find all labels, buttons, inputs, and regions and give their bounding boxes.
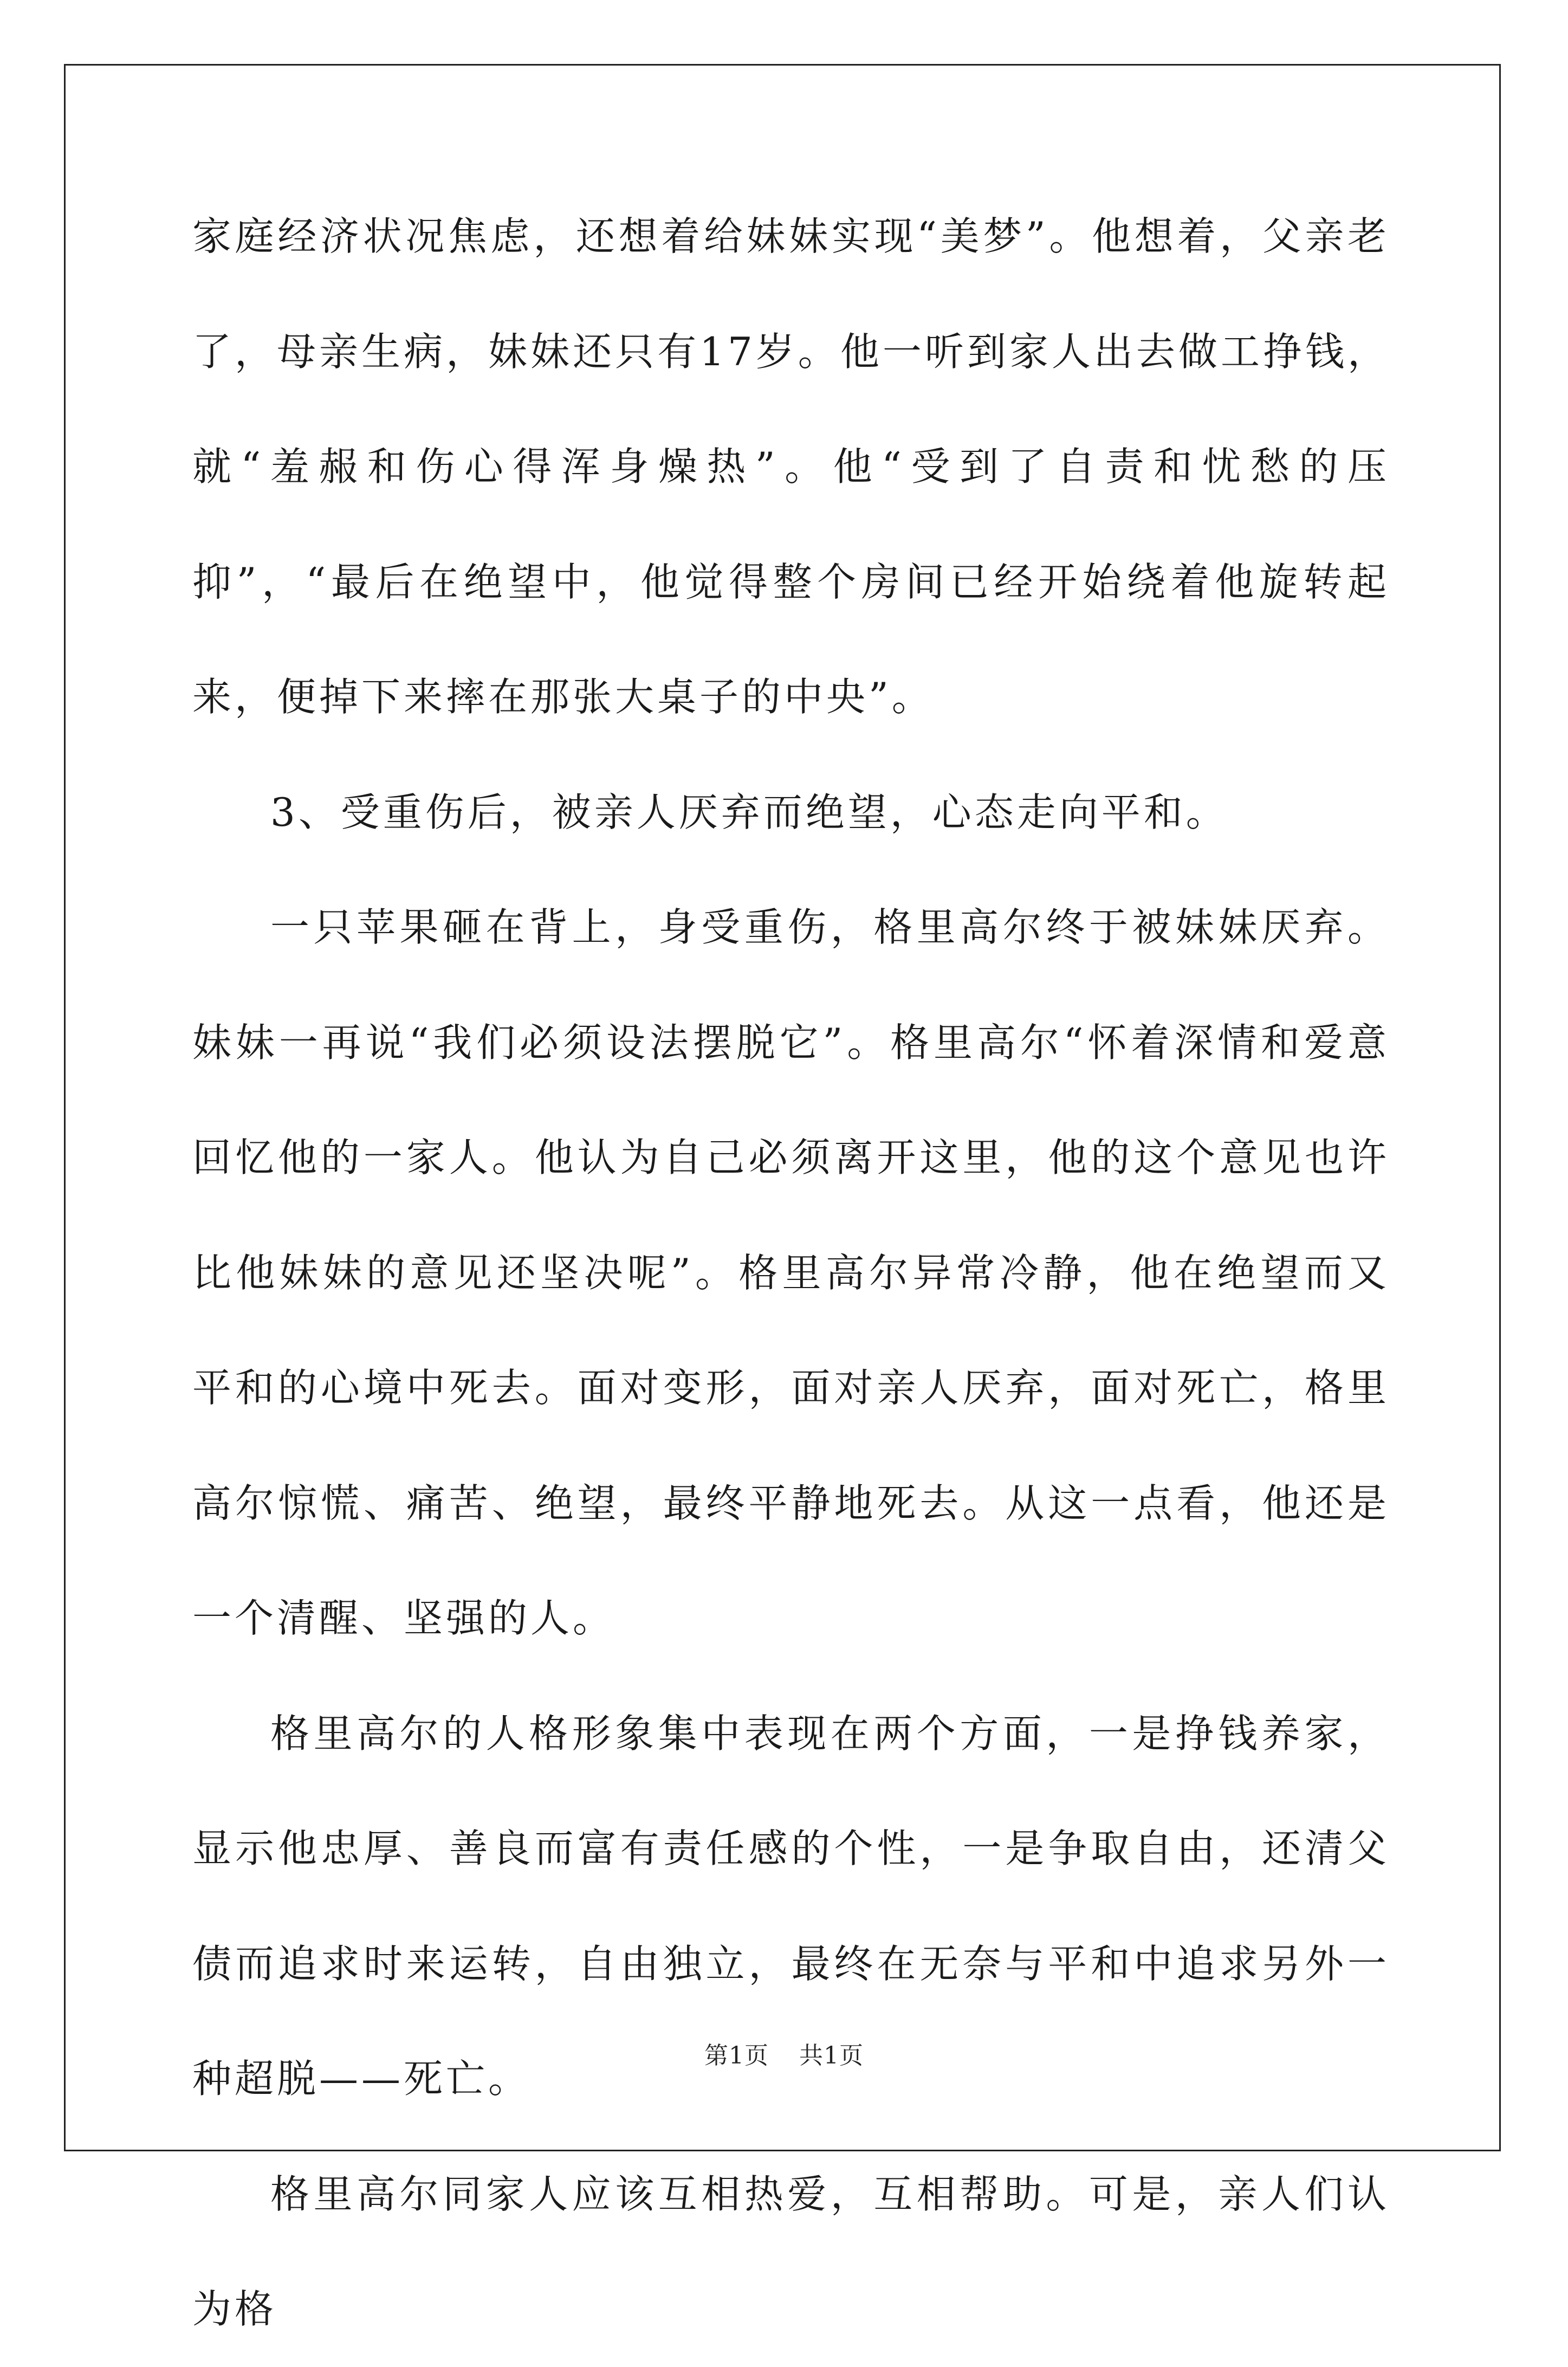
paragraph-continuation: 家庭经济状况焦虑，还想着给妹妹实现“美梦”。他想着，父亲老了，母亲生病，妹妹还只有17岁。他一听到家人出去做工挣钱，就“羞赧和伤心得浑身燥热”。他“受到了自责和忧愁的压抑”，“最后在绝望中，他觉得整个房间已经开始绕着他旋转起来，便掉下来摔在那张大桌子的中央”。 bbox=[192, 214, 1390, 720]
paragraph-family: 格里高尔同家人应该互相热爱，互相帮助。可是，亲人们认为格 bbox=[192, 2171, 1390, 2332]
paragraph-apple-injury: 一只苹果砸在背上，身受重伤，格里高尔终于被妹妹厌弃。妹妹一再说“我们必须设法摆脱它”。格里高尔“怀着深情和爱意回忆他的一家人。他认为自己必须离开这里，他的这个意见也许比他妹妹的意见还坚决呢”。格里高尔异常冷静，他在绝望而又平和的心境中死去。面对变形，面对亲人厌弃，面对死亡，格里高尔惊慌、痛苦、绝望，最终平静地死去。从这一点看，他还是一个清醒、坚强的人。 bbox=[192, 904, 1390, 1641]
paragraph-personality: 格里高尔的人格形象集中表现在两个方面，一是挣钱养家，显示他忠厚、善良而富有责任感的个性，一是争取自由，还清父债而追求时来运转，自由独立，最终在无奈与平和中追求另外一种超脱——死亡。 bbox=[192, 1710, 1390, 2101]
page-total: 共1页 bbox=[799, 2042, 864, 2069]
page-number: 第1页 bbox=[704, 2042, 769, 2069]
page-footer bbox=[0, 2036, 1568, 2071]
paragraph-section-3-heading: 3、受重伤后，被亲人厌弃而绝望，心态走向平和。 bbox=[270, 789, 1228, 835]
